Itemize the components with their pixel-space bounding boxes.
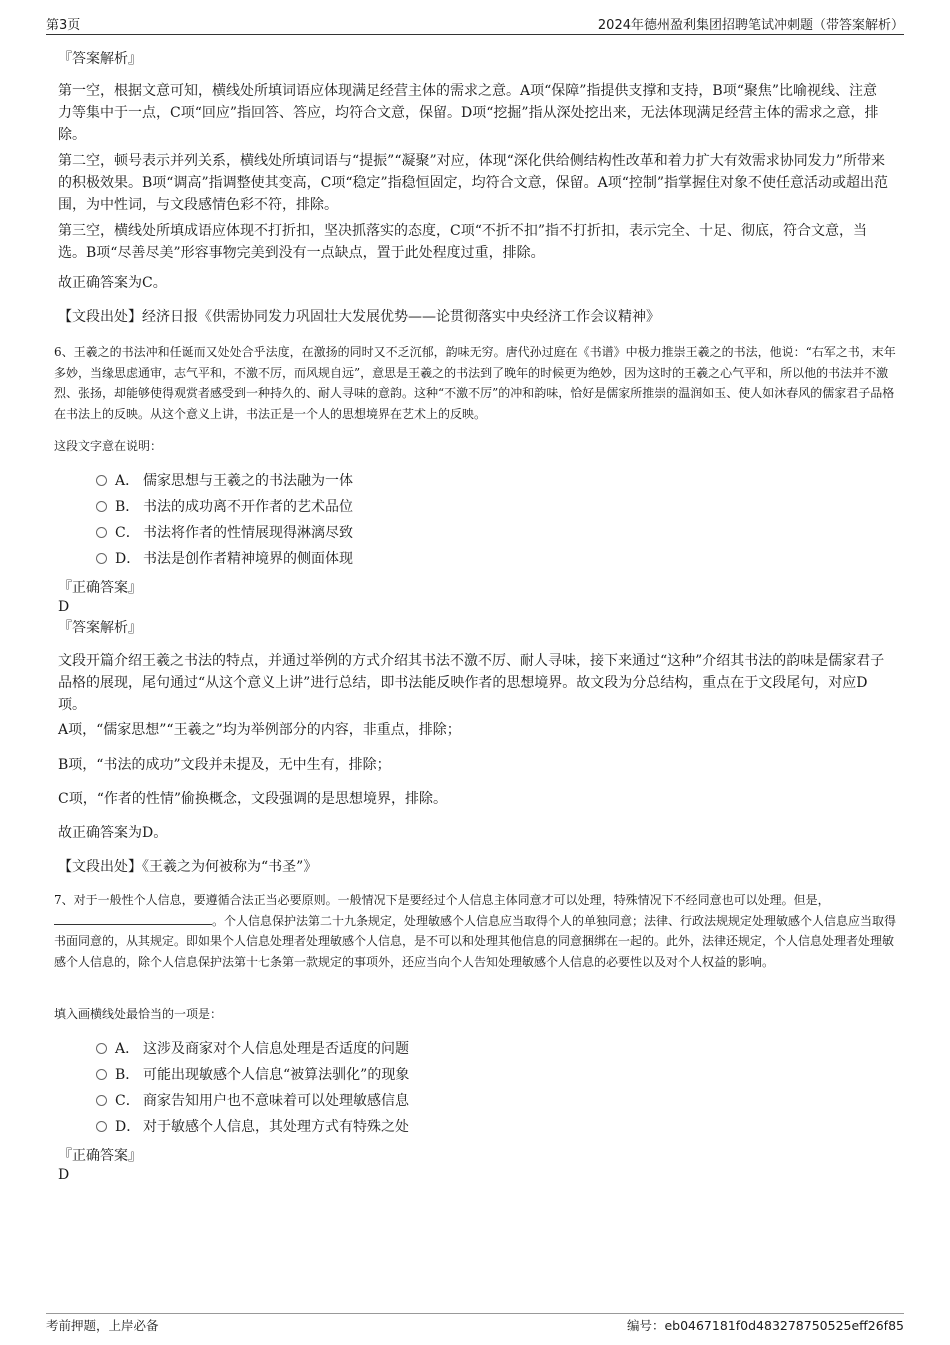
- document-title: 2024年德州盈利集团招聘笔试冲刺题（带答案解析）: [597, 18, 904, 33]
- q6-option-b[interactable]: B． 书法的成功离不开作者的艺术品位: [96, 497, 353, 517]
- q6-answer: D: [58, 599, 70, 615]
- q6-prompt: 这段文字意在说明：: [54, 439, 163, 453]
- radio-icon[interactable]: [96, 1043, 107, 1054]
- q6-analysis-para4: C项，“作者的性情”偷换概念，文段强调的是思想境界，排除。: [58, 791, 448, 807]
- q7-option-d[interactable]: D． 对于敏感个人信息，其处理方式有特殊之处: [96, 1117, 409, 1137]
- q6-analysis-para2: A项，“儒家思想”“王羲之”均为举例部分的内容，非重点，排除；: [58, 722, 461, 738]
- page-header: [46, 14, 904, 35]
- q7-option-c[interactable]: C． 商家告知用户也不意味着可以处理敏感信息: [96, 1091, 409, 1111]
- q6-conclusion: 故正确答案为D。: [58, 825, 168, 841]
- radio-icon[interactable]: [96, 475, 107, 486]
- fill-blank: [54, 912, 212, 925]
- radio-icon[interactable]: [96, 1121, 107, 1132]
- q6-source: 【文段出处】《王羲之为何被称为“书圣”》: [58, 859, 318, 875]
- q6-analysis-para1: 文段开篇介绍王羲之书法的特点，并通过举例的方式介绍其书法不激不厉、耐人寻味，接下来通过“这种”介绍其书法的韵味是儒家君子品格的展现，尾句通过“从这个意义上讲”进行总结，即书法能反映作者的思想境界。故文段为分总结构，重点在于文段尾句，对应D项。: [58, 653, 885, 713]
- radio-icon[interactable]: [96, 553, 107, 564]
- q5-analysis-para3: 第三空，横线处所填成语应体现不打折扣，坚决抓落实的态度，C项“不折不扣”指不打折扣，表示完全、十足、彻底，符合文意，当选。B项“尽善尽美”形容事物完美到没有一点缺点，置于此处程度过重，排除。: [58, 223, 868, 261]
- q7-option-a[interactable]: A． 这涉及商家对个人信息处理是否适度的问题: [96, 1039, 409, 1059]
- radio-icon[interactable]: [96, 1095, 107, 1106]
- q6-analysis-title: 『答案解析』: [58, 620, 142, 636]
- q6-option-a[interactable]: A． 儒家思想与王羲之的书法融为一体: [96, 471, 353, 491]
- q7-prompt: 填入画横线处最恰当的一项是：: [54, 1007, 223, 1021]
- document-id: 编号：eb0467181f0d483278750525eff26f85: [626, 1318, 904, 1333]
- q6-option-c[interactable]: C． 书法将作者的性情展现得淋漓尽致: [96, 523, 353, 543]
- radio-icon[interactable]: [96, 1069, 107, 1080]
- q5-analysis-para2: 第二空，顿号表示并列关系，横线处所填词语与“提振”“凝聚”对应，体现“深化供给侧结构性改革和着力扩大有效需求协同发力”所带来的积极效果。B项“调高”指调整使其变高，C项“稳定”指稳恒固定，均符合文意，保留。A项“控制”指掌握住对象不使任意活动或超出范围，为中性词，与文段感情色彩不符，排除。: [58, 153, 889, 213]
- q6-stem: 6、王羲之的书法冲和任诞而又处处合乎法度，在激扬的同时又不乏沉郁，韵味无穷。唐代孙过庭在《书谱》中极力推崇王羲之的书法，他说：“右军之书，末年多妙，当缘思虑通审，志气平和，不激不厉，而风规自远”，意思是王羲之的书法到了晚年的时候更为绝妙，因为这时的王羲之心气平和，所以他的书法并不激烈、张扬，却能够使得观赏者感受到一种持久的、耐人寻味的意韵。这种“不激不厉”的冲和韵味，恰好是儒家所推崇的温润如玉、使人如沐春风的儒家君子品格在书法上的反映。从这个意义上讲，书法正是一个人的思想境界在艺术上的反映。: [54, 345, 896, 421]
- q7-stem: 7、对于一般性个人信息，要遵循合法正当必要原则。一般情况下是要经过个人信息主体同意才可以处理，特殊情况下不经同意也可以处理。但是，。个人信息保护法第二十九条规定，处理敏感个人信息应当取得个人的单独同意；法律、行政法规规定处理敏感个人信息应当取得书面同意的，从其规定。即如果个人信息处理者处理敏感个人信息，是不可以和处理其他信息的同意捆绑在一起的。此外，法律还规定，个人信息处理者处理敏感个人信息的，除个人信息保护法第十七条第一款规定的事项外，还应当向个人告知处理敏感个人信息的必要性以及对个人权益的影响。: [54, 893, 897, 969]
- footer-slogan: 考前押题，上岸必备: [46, 1318, 159, 1333]
- q6-analysis-para3: B项，“书法的成功”文段并未提及，无中生有，排除；: [58, 757, 391, 773]
- q5-analysis-para1: 第一空，根据文意可知，横线处所填词语应体现满足经营主体的需求之意。A项“保障”指提供支撑和支持，B项“聚焦”比喻视线、注意力等集中于一点，C项“回应”指回答、答应，均符合文意，保留。D项“挖掘”指从深处挖出来，无法体现满足经营主体的需求之意，排除。: [58, 83, 879, 143]
- q5-analysis-title: 『答案解析』: [58, 51, 142, 67]
- page-footer: [46, 1313, 904, 1334]
- radio-icon[interactable]: [96, 501, 107, 512]
- radio-icon[interactable]: [96, 527, 107, 538]
- q7-answer-title: 『正确答案』: [58, 1148, 142, 1164]
- q5-conclusion: 故正确答案为C。: [58, 275, 167, 291]
- page-number: 第3页: [46, 18, 81, 33]
- q7-option-b[interactable]: B． 可能出现敏感个人信息“被算法驯化”的现象: [96, 1065, 409, 1085]
- q7-answer: D: [58, 1167, 70, 1183]
- q5-source: 【文段出处】经济日报《供需协同发力巩固壮大发展优势——论贯彻落实中央经济工作会议精神》: [58, 309, 660, 325]
- q6-answer-title: 『正确答案』: [58, 580, 142, 596]
- q6-option-d[interactable]: D． 书法是创作者精神境界的侧面体现: [96, 549, 353, 569]
